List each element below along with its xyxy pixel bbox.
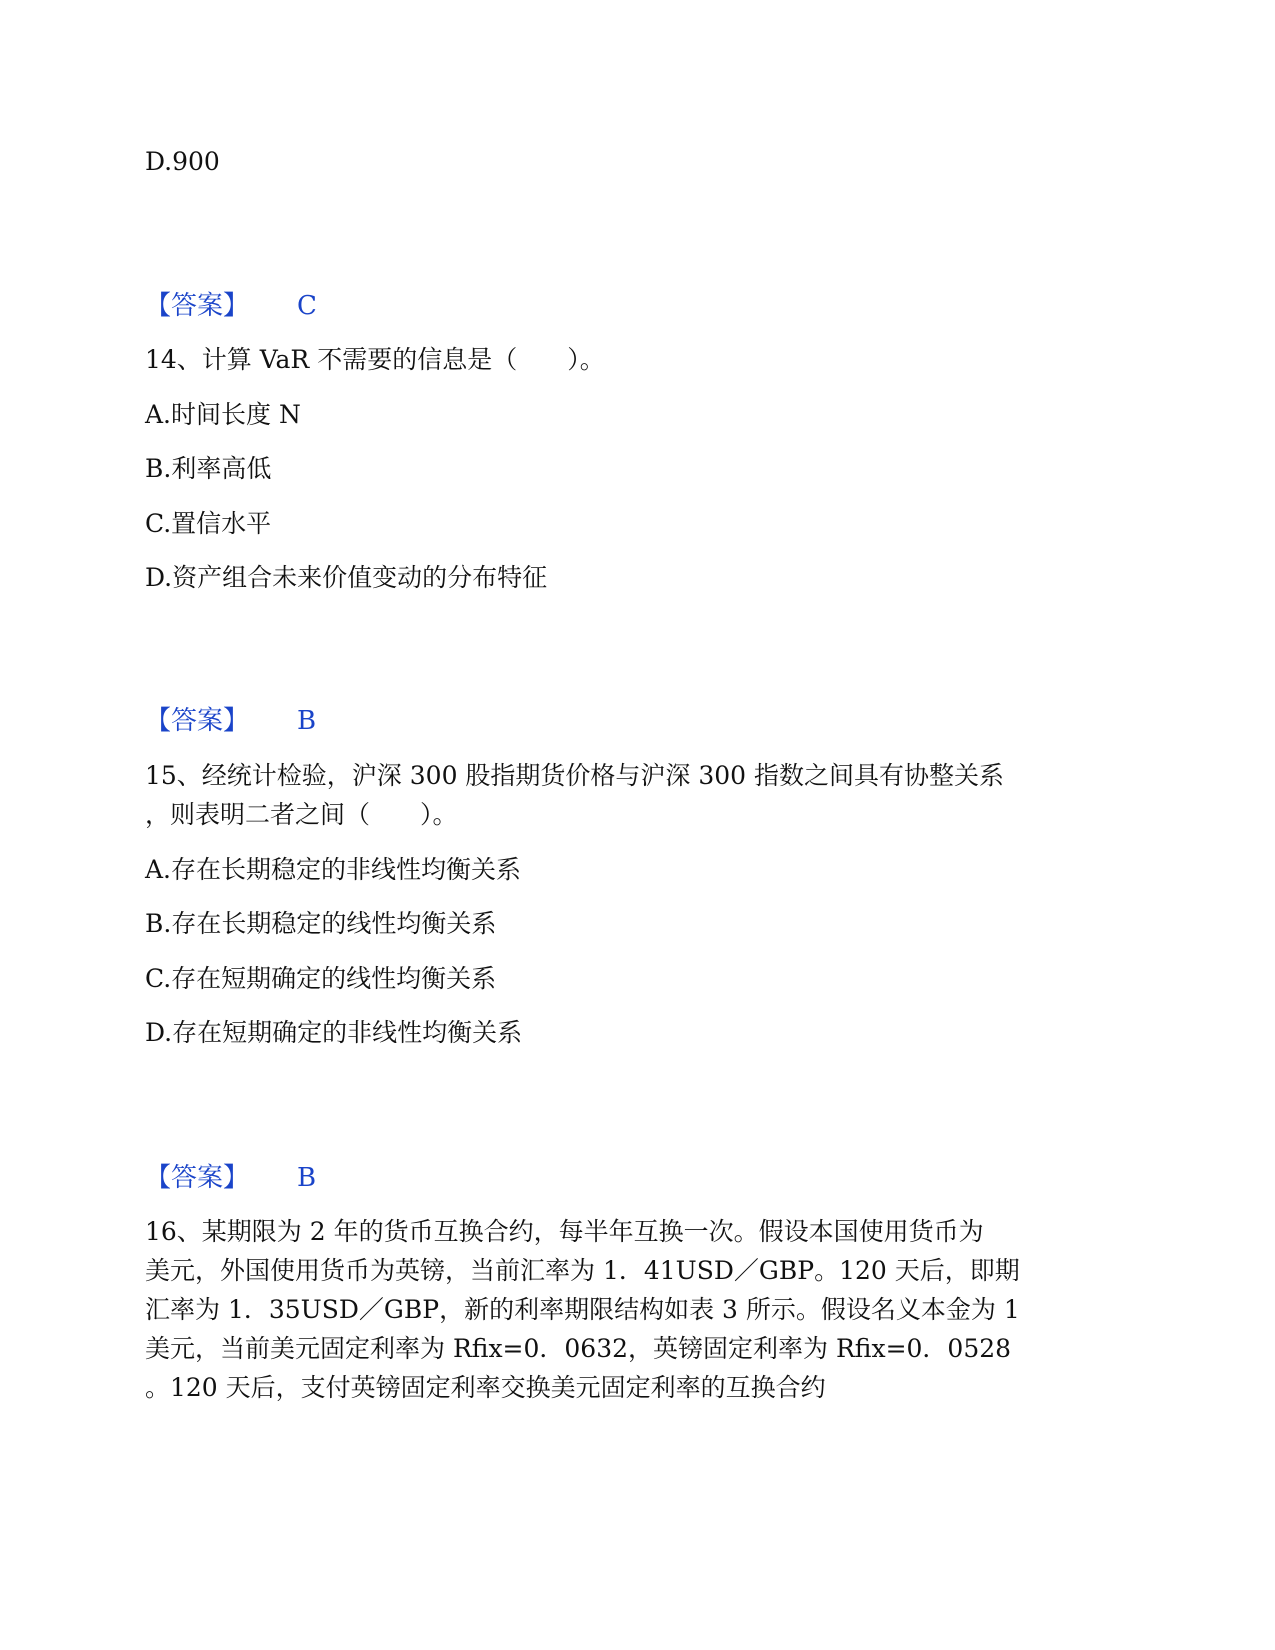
answer-label: 【答案】: [145, 706, 250, 736]
question-16-stem-line-5: 。120 天后，支付英镑固定利率交换美元固定利率的互换合约: [145, 1373, 826, 1402]
question-14-option-d: D.资产组合未来价值变动的分布特征: [145, 563, 548, 592]
question-15-option-c: C.存在短期确定的线性均衡关系: [145, 964, 497, 993]
question-16-stem-line-2: 美元，外国使用货币为英镑，当前汇率为 1．41USD／GBP。120 天后，即期: [145, 1256, 1020, 1285]
answer-label: 【答案】: [145, 291, 250, 321]
question-15-option-a: A.存在长期稳定的非线性均衡关系: [145, 855, 522, 884]
answer-value: C: [297, 291, 317, 321]
question-14-option-a: A.时间长度 N: [145, 400, 301, 429]
question-15-option-d: D.存在短期确定的非线性均衡关系: [145, 1018, 523, 1047]
answer-row-q14: [145, 705, 316, 737]
answer-row-q15: [145, 1162, 316, 1194]
question-15-stem-line-1: 15、经统计检验，沪深 300 股指期货价格与沪深 300 指数之间具有协整关系: [145, 761, 1005, 790]
question-15-stem-line-2: ，则表明二者之间（ ）。: [145, 800, 458, 829]
question-15-option-b: B.存在长期稳定的线性均衡关系: [145, 909, 497, 938]
question-16-stem-line-4: 美元，当前美元固定利率为 Rfix=0．0632，英镑固定利率为 Rfix=0．0528: [145, 1334, 1012, 1363]
question-14-option-b: B.利率高低: [145, 454, 272, 483]
question-14-stem: 14、计算 VaR 不需要的信息是（ ）。: [145, 345, 605, 374]
answer-row-q13: [145, 290, 317, 322]
answer-value: B: [297, 1163, 317, 1193]
option-d-q13: D.900: [145, 147, 220, 176]
answer-value: B: [297, 706, 317, 736]
answer-label: 【答案】: [145, 1163, 250, 1193]
question-14-option-c: C.置信水平: [145, 509, 272, 538]
question-16-stem-line-3: 汇率为 1．35USD／GBP，新的利率期限结构如表 3 所示。假设名义本金为 1: [145, 1295, 1020, 1324]
question-16-stem-line-1: 16、某期限为 2 年的货币互换合约，每半年互换一次。假设本国使用货币为: [145, 1217, 984, 1246]
